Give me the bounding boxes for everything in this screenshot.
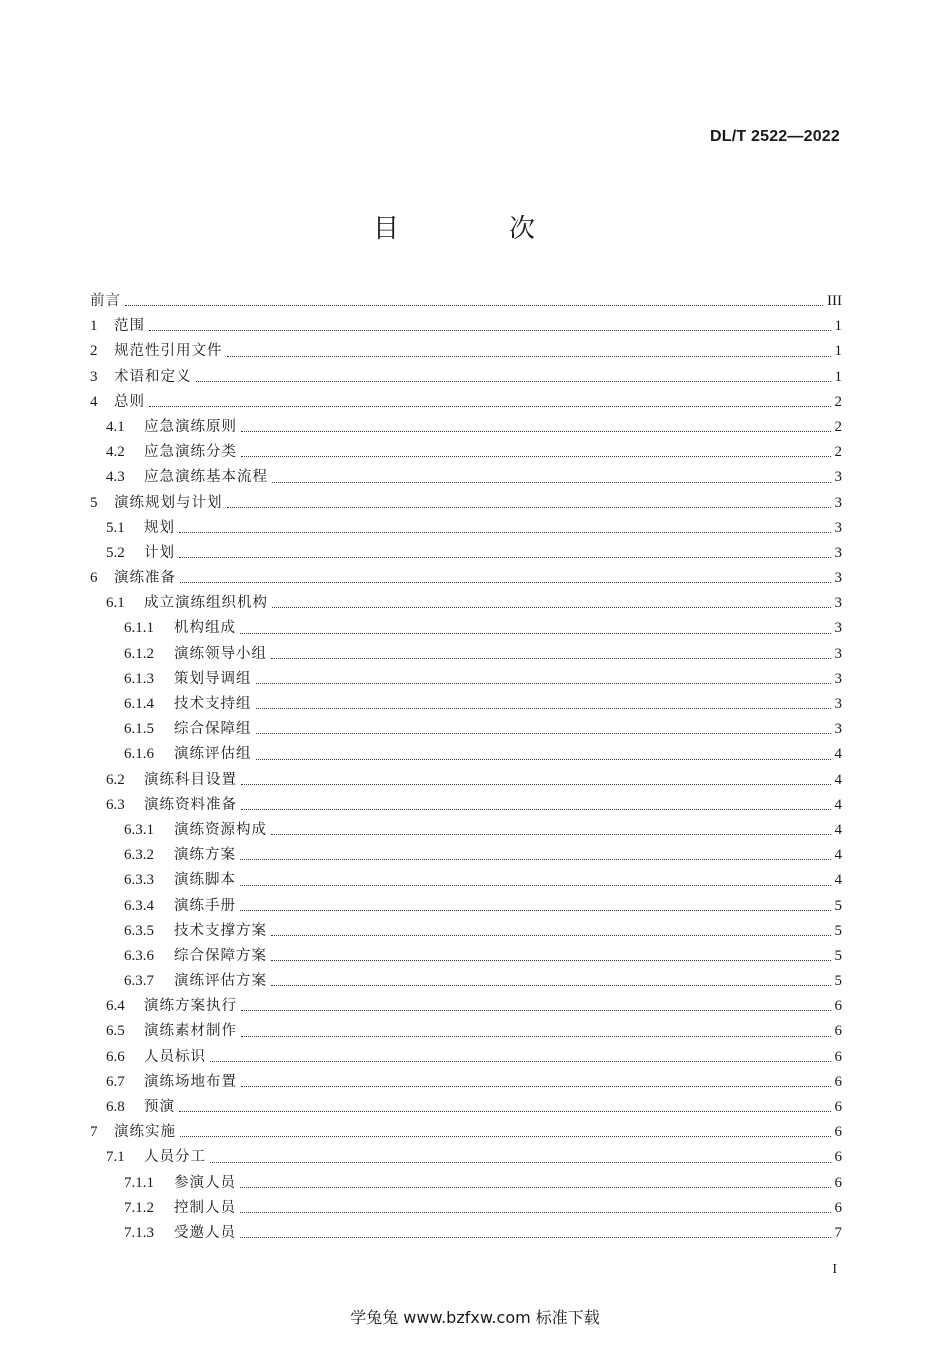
toc-dot-leader bbox=[125, 304, 823, 306]
toc-dot-leader bbox=[240, 884, 831, 886]
toc-entry-number: 6.3 bbox=[106, 796, 125, 813]
toc-entry-number: 6.3.3 bbox=[124, 872, 154, 889]
toc-dot-leader bbox=[240, 858, 831, 860]
toc-dot-leader bbox=[149, 329, 831, 331]
toc-entry-page: 6 bbox=[834, 1023, 842, 1040]
table-of-contents bbox=[90, 289, 842, 1246]
toc-entry-page: 3 bbox=[834, 544, 842, 561]
toc-entry-page: 4 bbox=[834, 771, 842, 788]
toc-entry-label: 预演 bbox=[144, 1099, 175, 1115]
toc-entry-number: 6.1.3 bbox=[124, 670, 154, 687]
toc-entry-page: 3 bbox=[834, 494, 842, 511]
toc-entry-page: 6 bbox=[834, 1124, 842, 1141]
toc-entry[interactable] bbox=[90, 390, 842, 415]
toc-entry-page: 3 bbox=[834, 519, 842, 536]
toc-entry[interactable] bbox=[90, 415, 842, 440]
toc-entry[interactable] bbox=[90, 591, 842, 616]
toc-entry-page: 3 bbox=[834, 696, 842, 712]
toc-dot-leader bbox=[179, 531, 831, 533]
toc-entry-page: 5 bbox=[834, 973, 842, 990]
toc-entry-page: 4 bbox=[834, 821, 842, 838]
toc-entry[interactable] bbox=[90, 868, 842, 893]
toc-entry[interactable] bbox=[90, 289, 842, 314]
toc-entry-label: 应急演练基本流程 bbox=[144, 469, 268, 486]
toc-entry-label: 策划导调组 bbox=[174, 670, 252, 687]
watermark-text: 学兔兔 www.bzfxw.com 标准下载 bbox=[350, 1308, 600, 1327]
toc-entry-number: 6.1.4 bbox=[124, 696, 154, 712]
toc-dot-leader bbox=[240, 909, 831, 911]
toc-entry-page: 1 bbox=[834, 343, 842, 360]
toc-entry-number: 6.1.6 bbox=[124, 746, 154, 763]
toc-entry-number: 6.3.1 bbox=[124, 821, 154, 838]
toc-entry-label: 演练方案执行 bbox=[144, 998, 237, 1015]
toc-entry-label: 应急演练分类 bbox=[144, 444, 237, 461]
toc-entry-page: 3 bbox=[834, 670, 842, 687]
toc-entry-label: 机构组成 bbox=[174, 620, 236, 637]
toc-entry-label: 应急演练原则 bbox=[144, 418, 237, 435]
toc-entry[interactable] bbox=[90, 339, 842, 364]
toc-entry-page: 6 bbox=[834, 1149, 842, 1166]
toc-dot-leader bbox=[256, 682, 831, 684]
toc-entry-label: 演练资源构成 bbox=[174, 821, 267, 838]
toc-entry-label: 演练场地布置 bbox=[144, 1073, 237, 1090]
toc-entry-number: 5.2 bbox=[106, 544, 125, 561]
toc-entry[interactable] bbox=[90, 742, 842, 767]
toc-entry[interactable] bbox=[90, 642, 842, 667]
toc-entry-number: 2 bbox=[90, 343, 98, 360]
toc-entry-page: 6 bbox=[834, 1174, 842, 1191]
toc-entry[interactable] bbox=[90, 440, 842, 465]
toc-dot-leader bbox=[179, 1110, 831, 1112]
toc-entry-page: 4 bbox=[834, 746, 842, 763]
toc-dot-leader bbox=[241, 430, 831, 432]
toc-dot-leader bbox=[240, 1236, 831, 1238]
toc-entry-number: 6.1.1 bbox=[124, 620, 154, 637]
toc-entry-page: 1 bbox=[834, 368, 842, 385]
toc-entry-number: 7.1 bbox=[106, 1149, 125, 1166]
toc-entry[interactable] bbox=[90, 566, 842, 591]
toc-dot-leader bbox=[210, 1161, 831, 1163]
toc-dot-leader bbox=[272, 481, 831, 483]
toc-dot-leader bbox=[180, 1135, 831, 1137]
toc-entry-page: 2 bbox=[834, 444, 842, 461]
toc-entry-page: 4 bbox=[834, 872, 842, 889]
toc-dot-leader bbox=[179, 556, 831, 558]
toc-entry-page: 3 bbox=[834, 469, 842, 486]
toc-entry[interactable] bbox=[90, 314, 842, 339]
toc-entry-number: 1 bbox=[90, 318, 98, 335]
toc-entry-page: 2 bbox=[834, 418, 842, 435]
toc-dot-leader bbox=[241, 808, 831, 810]
toc-entry-number: 6.4 bbox=[106, 998, 125, 1015]
toc-entry-page: 3 bbox=[834, 645, 842, 662]
toc-entry-label: 演练手册 bbox=[174, 897, 236, 914]
toc-entry[interactable] bbox=[90, 465, 842, 490]
toc-entry-number: 6.1.5 bbox=[124, 721, 154, 738]
toc-entry-page: 2 bbox=[834, 393, 842, 410]
toc-entry[interactable] bbox=[90, 365, 842, 390]
toc-entry-number: 6.6 bbox=[106, 1048, 125, 1065]
toc-entry-number: 7.1.2 bbox=[124, 1199, 154, 1216]
standard-code: DL/T 2522—2022 bbox=[710, 128, 840, 145]
toc-dot-leader bbox=[241, 1085, 831, 1087]
toc-entry-label: 规划 bbox=[144, 519, 175, 536]
toc-entry-label: 综合保障组 bbox=[174, 721, 252, 738]
toc-entry-number: 5.1 bbox=[106, 519, 125, 536]
toc-dot-leader bbox=[196, 380, 831, 382]
toc-entry-label: 计划 bbox=[144, 544, 175, 561]
toc-entry-number: 4.3 bbox=[106, 469, 125, 486]
toc-entry-number: 6.3.6 bbox=[124, 947, 154, 964]
toc-dot-leader bbox=[241, 455, 831, 457]
toc-entry-number: 4.1 bbox=[106, 418, 125, 435]
toc-entry[interactable] bbox=[90, 919, 842, 944]
toc-dot-leader bbox=[149, 405, 831, 407]
toc-entry[interactable] bbox=[90, 768, 842, 793]
toc-entry-label: 成立演练组织机构 bbox=[144, 595, 268, 612]
toc-entry-number: 7 bbox=[90, 1124, 98, 1141]
toc-entry[interactable] bbox=[90, 793, 842, 818]
toc-entry[interactable] bbox=[90, 843, 842, 868]
toc-dot-leader bbox=[271, 984, 831, 986]
toc-entry-label: 演练方案 bbox=[174, 847, 236, 864]
toc-entry-label: 演练素材制作 bbox=[144, 1023, 237, 1040]
toc-entry[interactable] bbox=[90, 717, 842, 742]
toc-entry-page: 3 bbox=[834, 595, 842, 612]
toc-dot-leader bbox=[271, 934, 831, 936]
toc-entry-label: 技术支持组 bbox=[174, 696, 252, 712]
toc-dot-leader bbox=[227, 355, 831, 357]
toc-entry-number: 6.3.4 bbox=[124, 897, 154, 914]
toc-dot-leader bbox=[241, 1035, 831, 1037]
toc-entry-page: 7 bbox=[834, 1224, 842, 1241]
toc-entry-label: 控制人员 bbox=[174, 1199, 236, 1216]
toc-entry-page: III bbox=[827, 293, 842, 309]
toc-dot-leader bbox=[227, 506, 831, 508]
page-title: 目 次 bbox=[372, 214, 577, 244]
toc-entry-page: 6 bbox=[834, 1048, 842, 1065]
toc-dot-leader bbox=[180, 581, 831, 583]
toc-entry[interactable] bbox=[90, 1196, 842, 1221]
toc-entry-page: 5 bbox=[834, 922, 842, 939]
toc-dot-leader bbox=[241, 783, 831, 785]
toc-dot-leader bbox=[271, 959, 831, 961]
toc-entry[interactable] bbox=[90, 692, 842, 717]
toc-entry[interactable] bbox=[90, 541, 842, 566]
toc-entry-page: 6 bbox=[834, 1073, 842, 1090]
toc-entry-label: 总则 bbox=[114, 393, 145, 410]
toc-entry-number: 6.3.2 bbox=[124, 847, 154, 864]
toc-entry[interactable] bbox=[90, 516, 842, 541]
toc-entry-number: 7.1.1 bbox=[124, 1174, 154, 1191]
toc-entry[interactable] bbox=[90, 1045, 842, 1070]
toc-dot-leader bbox=[210, 1060, 831, 1062]
toc-entry-label: 演练规划与计划 bbox=[114, 494, 223, 511]
toc-dot-leader bbox=[240, 1211, 831, 1213]
toc-dot-leader bbox=[256, 732, 831, 734]
toc-entry-number: 4.2 bbox=[106, 444, 125, 461]
toc-dot-leader bbox=[240, 632, 831, 634]
toc-entry-label: 演练实施 bbox=[114, 1124, 176, 1141]
toc-dot-leader bbox=[256, 707, 831, 709]
toc-entry-label: 技术支撑方案 bbox=[174, 922, 267, 939]
toc-entry[interactable] bbox=[90, 491, 842, 516]
toc-entry-label: 参演人员 bbox=[174, 1174, 236, 1191]
toc-entry[interactable] bbox=[90, 944, 842, 969]
toc-entry-number: 6 bbox=[90, 570, 98, 587]
toc-entry-number: 6.8 bbox=[106, 1099, 125, 1115]
toc-entry-number: 6.2 bbox=[106, 771, 125, 788]
toc-entry[interactable] bbox=[90, 1120, 842, 1145]
toc-entry-number: 6.5 bbox=[106, 1023, 125, 1040]
toc-entry-page: 1 bbox=[834, 318, 842, 335]
toc-entry-label: 综合保障方案 bbox=[174, 947, 267, 964]
toc-entry-label: 术语和定义 bbox=[114, 368, 192, 385]
toc-dot-leader bbox=[240, 1186, 831, 1188]
toc-entry-label: 演练科目设置 bbox=[144, 771, 237, 788]
toc-entry-number: 6.3.7 bbox=[124, 973, 154, 990]
toc-entry-number: 4 bbox=[90, 393, 98, 410]
toc-entry-label: 演练评估组 bbox=[174, 746, 252, 763]
toc-entry-number: 5 bbox=[90, 494, 98, 511]
toc-entry-number: 6.1.2 bbox=[124, 645, 154, 662]
toc-entry-page: 3 bbox=[834, 721, 842, 738]
toc-entry-label: 演练领导小组 bbox=[174, 645, 267, 662]
toc-entry-number: 6.7 bbox=[106, 1073, 125, 1090]
toc-dot-leader bbox=[241, 1009, 831, 1011]
toc-entry-label: 规范性引用文件 bbox=[114, 343, 223, 360]
toc-dot-leader bbox=[271, 657, 831, 659]
toc-entry-number: 3 bbox=[90, 368, 98, 385]
page-number: I bbox=[832, 1262, 837, 1277]
toc-entry[interactable] bbox=[90, 1171, 842, 1196]
toc-entry[interactable] bbox=[90, 1019, 842, 1044]
toc-entry-label: 人员标识 bbox=[144, 1048, 206, 1065]
toc-dot-leader bbox=[272, 606, 831, 608]
toc-entry[interactable] bbox=[90, 894, 842, 919]
toc-entry-number: 6.3.5 bbox=[124, 922, 154, 939]
toc-entry[interactable] bbox=[90, 616, 842, 641]
toc-entry-page: 3 bbox=[834, 620, 842, 637]
toc-entry-number: 7.1.3 bbox=[124, 1224, 154, 1241]
toc-entry-page: 6 bbox=[834, 1199, 842, 1216]
toc-entry-label: 人员分工 bbox=[144, 1149, 206, 1166]
toc-entry[interactable] bbox=[90, 1145, 842, 1170]
toc-entry[interactable] bbox=[90, 994, 842, 1019]
toc-entry[interactable] bbox=[90, 1221, 842, 1246]
toc-entry[interactable] bbox=[90, 1095, 842, 1120]
toc-dot-leader bbox=[256, 758, 831, 760]
toc-entry-label: 演练脚本 bbox=[174, 872, 236, 889]
toc-entry-label: 前言 bbox=[90, 293, 121, 309]
toc-entry-page: 4 bbox=[834, 796, 842, 813]
toc-entry-page: 3 bbox=[834, 570, 842, 587]
toc-entry-page: 5 bbox=[834, 897, 842, 914]
toc-entry-label: 受邀人员 bbox=[174, 1224, 236, 1241]
toc-entry-page: 4 bbox=[834, 847, 842, 864]
toc-entry-label: 演练准备 bbox=[114, 570, 176, 587]
toc-entry[interactable] bbox=[90, 667, 842, 692]
toc-dot-leader bbox=[271, 833, 831, 835]
toc-entry-page: 6 bbox=[834, 1099, 842, 1115]
toc-entry-number: 6.1 bbox=[106, 595, 125, 612]
toc-entry-page: 5 bbox=[834, 947, 842, 964]
toc-entry[interactable] bbox=[90, 818, 842, 843]
toc-entry[interactable] bbox=[90, 969, 842, 994]
toc-entry[interactable] bbox=[90, 1070, 842, 1095]
toc-entry-label: 演练评估方案 bbox=[174, 973, 267, 990]
toc-entry-label: 范围 bbox=[114, 318, 145, 335]
toc-entry-label: 演练资料准备 bbox=[144, 796, 237, 813]
toc-entry-page: 6 bbox=[834, 998, 842, 1015]
